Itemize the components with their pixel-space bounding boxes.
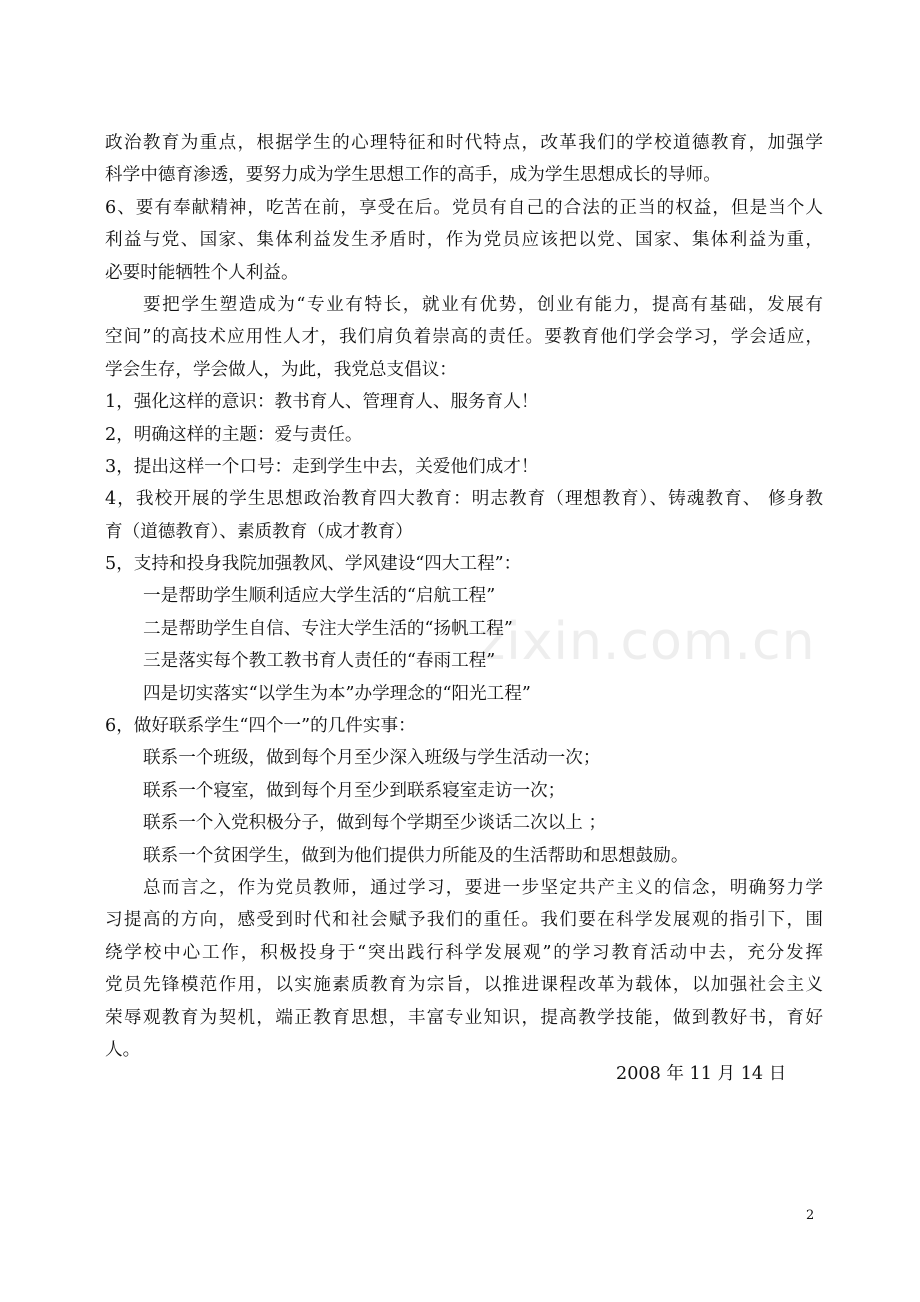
text-line: 总而言之，作为党员教师，通过学习，要进一步坚定共产主义的信念，明确努力学 [143, 877, 823, 898]
text-line: 人。 [105, 1039, 141, 1060]
list-item: 4，我校开展的学生思想政治教育四大教育：明志教育（理想教育）、铸魂教育、 修身教 [105, 489, 823, 510]
list-item: 5，支持和投身我院加强教风、学风建设“四大工程”： [105, 554, 522, 575]
text-line: 利益与党、国家、集体利益发生矛盾时，作为党员应该把以党、国家、集体利益为重， [105, 230, 823, 251]
sub-list-item: 二是帮助学生自信、专注大学生活的“扬帆工程” [143, 618, 513, 639]
sub-list-item: 联系一个寝室，做到每个月至少到联系寝室走访一次； [143, 780, 566, 801]
document-date: 2008 年 11 月 14 日 [616, 1064, 787, 1084]
page-number: 2 [806, 1208, 815, 1223]
sub-list-item: 三是落实每个教工教书育人责任的“春雨工程” [143, 651, 496, 672]
text-line: 荣辱观教育为契机，端正教育思想，丰富专业知识，提高教学技能，做到教好书，育好 [105, 1007, 823, 1028]
list-item: 3，提出这样一个口号：走到学生中去，关爱他们成才！ [105, 456, 539, 477]
text-line: 必要时能牺牲个人利益。 [105, 262, 299, 283]
text-line: 政治教育为重点，根据学生的心理特征和时代特点，改革我们的学校道德教育，加强学 [105, 133, 823, 153]
sub-list-item: 四是切实落实“以学生为本”办学理念的“阳光工程” [143, 683, 531, 704]
text-line: 绕学校中心工作，积极投身于“突出践行科学发展观”的学习教育活动中去，充分发挥 [105, 942, 823, 963]
text-line: 空间”的高技术应用性人才，我们肩负着崇高的责任。要教育他们学会学习，学会适应， [105, 327, 823, 348]
list-item: 1，强化这样的意识：教书育人、管理育人、服务育人！ [105, 392, 539, 413]
sub-list-item: 联系一个班级，做到每个月至少深入班级与学生活动一次； [143, 748, 601, 769]
list-item: 6，做好联系学生“四个一”的几件实事： [105, 716, 416, 737]
text-line: 习提高的方向，感受到时代和社会赋予我们的重任。我们要在科学发展观的指引下，围 [105, 910, 823, 931]
list-item: 2，明确这样的主题：爱与责任。 [105, 424, 363, 445]
text-line: 学会生存，学会做人，为此，我党总支倡议： [105, 359, 457, 380]
list-item: 育（道德教育）、素质教育（成才教育） [105, 521, 413, 542]
sub-list-item: 联系一个入党积极分子，做到每个学期至少谈话二次以上 ； [143, 813, 607, 834]
text-line: 6、要有奉献精神，吃苦在前，享受在后。党员有自己的合法的正当的权益，但是当个人 [105, 197, 823, 218]
sub-list-item: 联系一个贫困学生，做到为他们提供力所能及的生活帮助和思想鼓励。 [143, 845, 689, 866]
text-line: 要把学生塑造成为“专业有特长，就业有优势，创业有能力，提高有基础，发展有 [143, 294, 823, 315]
body-text [105, 127, 823, 1066]
text-line: 党员先锋模范作用，以实施素质教育为宗旨，以推进课程改革为载体，以加强社会主义 [105, 975, 823, 996]
watermark: zixin.com.cn [478, 612, 816, 672]
text-line: 科学中德育渗透，要努力成为学生思想工作的高手，成为学生思想成长的导师。 [105, 165, 721, 186]
sub-list-item: 一是帮助学生顺利适应大学生活的“启航工程” [143, 586, 496, 607]
